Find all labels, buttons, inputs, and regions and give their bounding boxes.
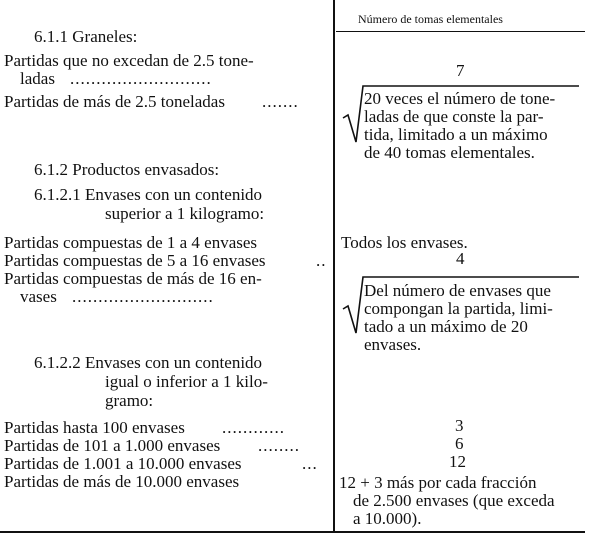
- value-6: 3: [455, 416, 464, 435]
- value-2-line-3: tida, limitado a un máximo: [364, 125, 548, 144]
- value-7: 6: [455, 434, 464, 453]
- section-6-1-2-2: 6.1.2.2 Envases con un contenido: [34, 353, 263, 372]
- table-bottom-rule: [0, 531, 585, 533]
- leader-dots: ............: [222, 418, 285, 437]
- row-label-7: Partidas de 101 a 1.000 envases: [4, 436, 221, 455]
- section-6-1-2: 6.1.2 Productos envasados:: [34, 160, 220, 179]
- row-label-1-cont: ladas: [20, 69, 55, 88]
- section-6-1-2-2-cont2: gramo:: [105, 391, 154, 410]
- section-6-1-2-2-cont: igual o inferior a 1 kilo-: [105, 372, 268, 391]
- value-1: 7: [456, 61, 465, 80]
- row-label-5-cont: vases: [20, 287, 57, 306]
- section-6-1-2-1-cont: superior a 1 kilogramo:: [105, 204, 265, 223]
- value-2-line-4: de 40 tomas elementales.: [364, 143, 535, 162]
- row-label-9: Partidas de más de 10.000 envases: [4, 472, 240, 491]
- value-5-line-4: envases.: [364, 335, 422, 354]
- value-9-line-1: 12 + 3 más por cada fracción: [339, 473, 537, 492]
- value-2-line-2: ladas de que conste la par-: [364, 107, 544, 126]
- value-2-line-1: 20 veces el número de tone-: [364, 89, 556, 108]
- value-9-line-3: a 10.000).: [353, 509, 422, 528]
- row-label-6: Partidas hasta 100 envases: [4, 418, 185, 437]
- column-header: Número de tomas elementales: [358, 12, 503, 26]
- leader-dots: .......: [262, 92, 299, 111]
- row-label-1: Partidas que no excedan de 2.5 tone-: [4, 51, 254, 70]
- row-label-5: Partidas compuestas de más de 16 en-: [4, 269, 262, 288]
- row-label-3: Partidas compuestas de 1 a 4 envases: [4, 233, 258, 252]
- section-6-1-1: 6.1.1 Graneles:: [34, 27, 138, 46]
- column-divider: [333, 0, 335, 532]
- section-6-1-2-1: 6.1.2.1 Envases con un contenido: [34, 185, 263, 204]
- value-5-line-1: Del número de envases que: [364, 281, 551, 300]
- row-label-4: Partidas compuestas de 5 a 16 envases: [4, 251, 266, 270]
- value-5-line-3: tado a un máximo de 20: [364, 317, 528, 336]
- row-label-2: Partidas de más de 2.5 toneladas: [4, 92, 225, 111]
- row-label-8: Partidas de 1.001 a 10.000 envases: [4, 454, 242, 473]
- value-9-line-2: de 2.500 envases (que exceda: [353, 491, 555, 510]
- leader-dots: ...........................: [72, 287, 214, 306]
- value-4: 4: [456, 249, 465, 268]
- leader-dots: ........: [258, 436, 300, 455]
- leader-dots: ...: [302, 454, 318, 473]
- leader-dots: ...........................: [70, 69, 212, 88]
- header-underline: [336, 31, 585, 32]
- value-5-line-2: compongan la partida, limi-: [364, 299, 553, 318]
- value-8: 12: [449, 452, 466, 471]
- leader-dots: ..: [316, 251, 327, 270]
- value-3: Todos los envases.: [341, 233, 468, 252]
